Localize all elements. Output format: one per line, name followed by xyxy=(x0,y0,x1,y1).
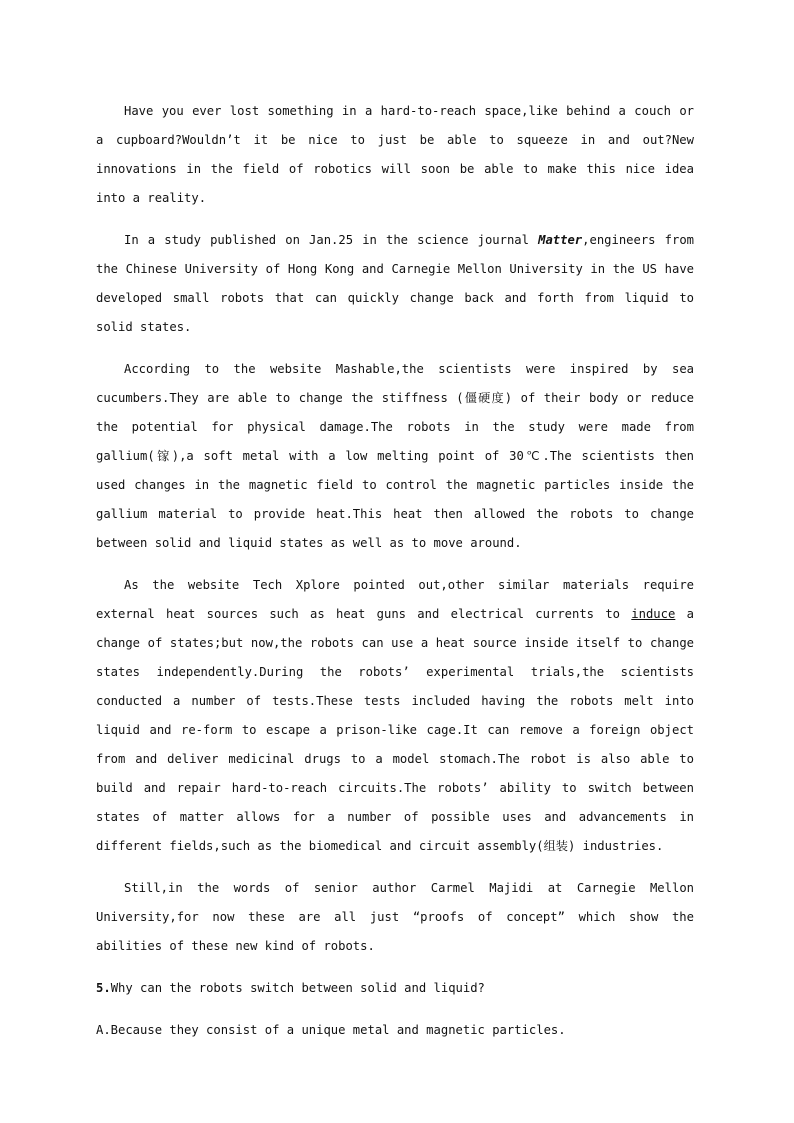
question xyxy=(96,974,694,1003)
paragraph-5 xyxy=(96,874,694,961)
paragraph-2-text-before: In a study published on Jan.25 in the science journal xyxy=(124,233,539,247)
paragraph-4-text-before: As the website Tech Xplore pointed out,other similar materials require external heat sources such as heat guns and electrical currents to xyxy=(96,578,694,621)
answer-option-a xyxy=(96,1016,694,1045)
paragraph-3-text: According to the website Mashable,the scientists were inspired by sea cucumbers.They are able to change the stiffness (僵硬度) of their body or reduce the potential for physical damage.The robots in the study were made from gallium(镓),a soft metal with a low melting point of 30℃.The scientists then used changes in the magnetic field to control the magnetic particles inside the gallium material to provide heat.This heat then allowed the robots to change between solid and liquid states as well as to move around. xyxy=(96,362,694,550)
paragraph-3 xyxy=(96,355,694,558)
underlined-word: induce xyxy=(631,607,676,621)
question-number: 5. xyxy=(96,981,111,995)
paragraph-1 xyxy=(96,97,694,213)
journal-name: Matter xyxy=(538,233,583,247)
paragraph-1-text: Have you ever lost something in a hard-to-reach space,like behind a couch or a cupboard?Wouldn’t it be nice to just be able to squeeze in and out?New innovations in the field of robotics will soon be able to make this nice idea into a reality. xyxy=(96,104,694,205)
answer-option-a-text: A.Because they consist of a unique metal and magnetic particles. xyxy=(96,1023,566,1037)
question-text: Why can the robots switch between solid and liquid? xyxy=(110,981,485,995)
paragraph-4 xyxy=(96,571,694,861)
paragraph-5-text: Still,in the words of senior author Carmel Majidi at Carnegie Mellon University,for now these are all just “proofs of concept” which show the abilities of these new kind of robots. xyxy=(96,881,694,953)
paragraph-4-text-after: a change of states;but now,the robots can use a heat source inside itself to change states independently.During the robots’ experimental trials,the scientists conducted a number of tests.These tests included having the robots melt into liquid and re-form to escape a prison-like cage.It can remove a foreign object from and deliver medicinal drugs to a model stomach.The robot is also able to build and repair hard-to-reach circuits.The robots’ ability to switch between states of matter allows for a number of possible uses and advancements in different fields,such as the biomedical and circuit assembly(组装) industries. xyxy=(96,607,694,853)
paragraph-2 xyxy=(96,226,694,342)
document-page xyxy=(96,97,694,1045)
paragraph-2-text-after: ,engineers from the Chinese University of Hong Kong and Carnegie Mellon University in the US have developed small robots that can quickly change back and forth from liquid to solid states. xyxy=(96,233,694,334)
